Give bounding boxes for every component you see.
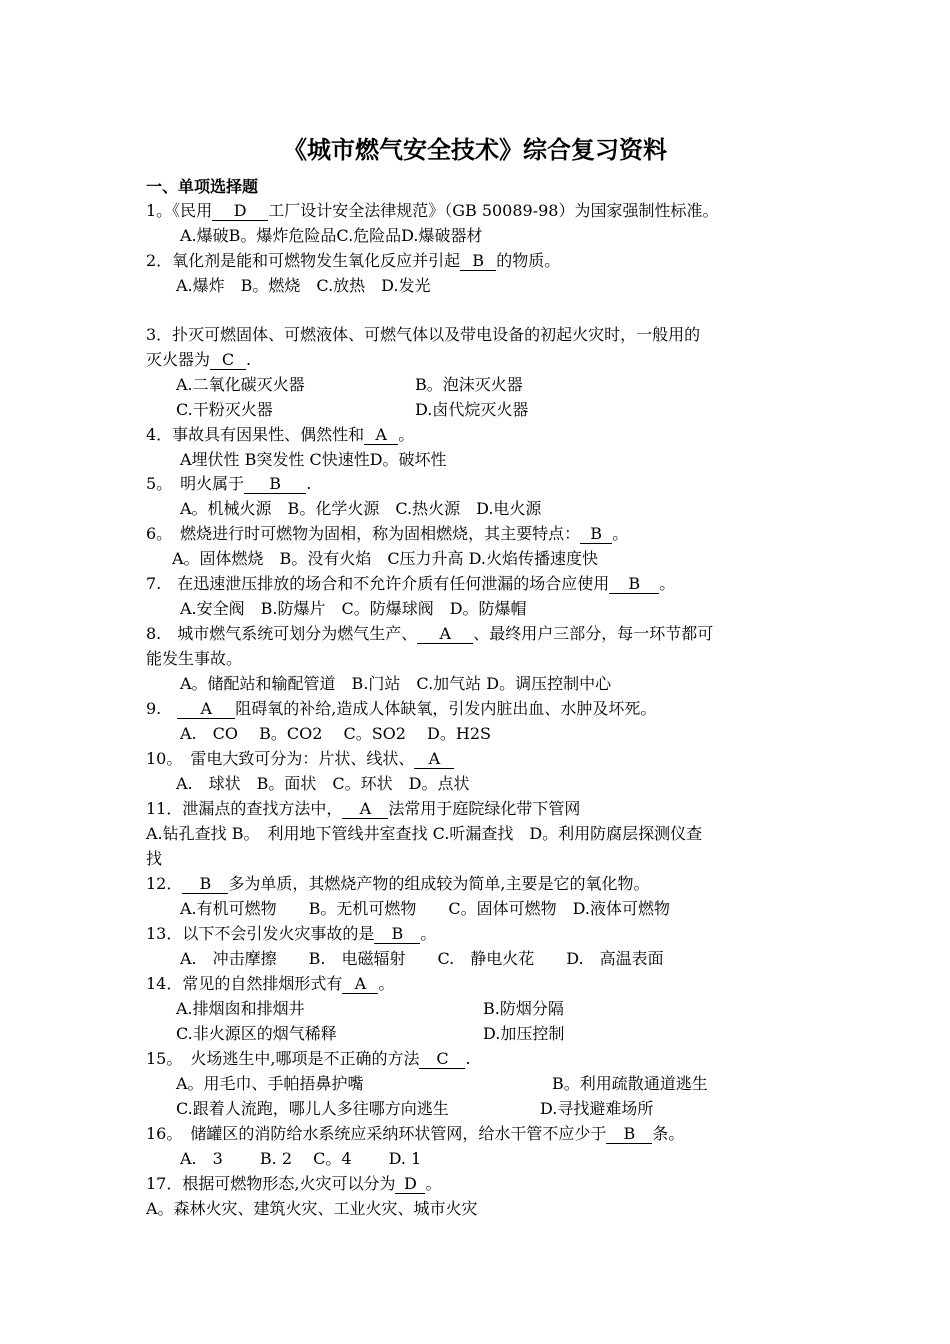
options-1: A.爆破B。爆炸危险品C.危险品D.爆破器材 <box>180 226 483 245</box>
question-10: 10。 雷电大致可分为：片状、线状、 A <box>146 747 454 771</box>
option-14a: A.排烟囱和排烟井 <box>176 999 305 1018</box>
options-7: A.安全阀 B.防爆片 C。防爆球阀 D。防爆帽 <box>180 599 527 618</box>
answer-blank: A <box>177 700 235 719</box>
answer-blank: A <box>414 750 454 769</box>
options-12: A.有机可燃物 B。无机可燃物 C。固体可燃物 D.液体可燃物 <box>180 899 670 918</box>
page-title: 《城市燃气安全技术》综合复习资料 <box>283 136 667 164</box>
option-14b: B.防烟分隔 <box>483 999 564 1018</box>
question-8: 8. 城市燃气系统可划分为燃气生产、 A 、最终用户三部分，每一环节都可 <box>146 624 714 643</box>
answer-blank: A <box>364 426 398 445</box>
question-16: 16。 储罐区的消防给水系统应采纳环状管网，给水干管不应少于 B 条。 <box>146 1124 685 1143</box>
options-10: A. 球状 B。面状 C。环状 D。点状 <box>176 774 470 793</box>
option-15b: B。利用疏散通道逃生 <box>552 1074 708 1093</box>
question-6: 6。 燃烧进行时可燃物为固相，称为固相燃烧，其主要特点： B 。 <box>146 524 629 543</box>
answer-blank: A <box>417 625 473 644</box>
options-5: A。机械火源 B。化学火源 C.热火源 D.电火源 <box>180 499 542 518</box>
question-14: 14．常见的自然排烟形式有 A 。 <box>146 974 395 993</box>
question-4: 4．事故具有因果性、偶然性和 A 。 <box>146 425 415 444</box>
question-5: 5。 明火属于 B . <box>146 474 312 493</box>
options-6: A。固体燃烧 B。没有火焰 C压力升高 D.火焰传播速度快 <box>172 549 598 568</box>
options-17: A。森林火灾、建筑火灾、工业火灾、城市火灾 <box>146 1199 478 1218</box>
answer-blank: B <box>580 525 612 544</box>
option-15c: C.跟着人流跑，哪儿人多往哪方向逃生 <box>176 1099 449 1118</box>
answer-blank: B <box>374 925 420 944</box>
answer-blank: A <box>342 800 388 819</box>
options-4: A埋伏性 B突发性 C快速性D。破坏性 <box>180 450 447 469</box>
answer-blank: C <box>210 351 246 370</box>
question-8-cont: 能发生事故。 <box>146 649 243 668</box>
answer-blank: B <box>244 475 306 494</box>
option-14c: C.非火源区的烟气稀释 <box>176 1024 337 1043</box>
options-11: A.钻孔查找 B。 利用地下管线井室查找 C.听漏查找 D。利用防腐层探测仪查 <box>146 824 703 843</box>
option-3b: B。泡沫灭火器 <box>415 375 523 394</box>
question-7: 7. 在迅速泄压排放的场合和不允许介质有任何泄漏的场合应使用 B 。 <box>146 574 676 593</box>
options-16: A. 3 B. 2 C。4 D. 1 <box>180 1149 422 1168</box>
question-17: 17．根据可燃物形态,火灾可以分为 D 。 <box>146 1174 442 1193</box>
question-15: 15。 火场逃生中,哪项是不正确的方法 C . <box>146 1049 471 1068</box>
option-14d: D.加压控制 <box>483 1024 565 1043</box>
question-13: 13．以下不会引发火灾事故的是 B 。 <box>146 924 437 943</box>
option-3c: C.干粉灭火器 <box>176 400 273 419</box>
question-2: 2．氧化剂是能和可燃物发生氧化反应并引起 B 的物质。 <box>146 251 561 270</box>
option-3d: D.卤代烷灭火器 <box>415 400 529 419</box>
question-3-cont: 灭火器为 C . <box>146 350 252 369</box>
question-1: 1。《民用 D 工厂设计安全法律规范》（GB 50089-98）为国家强制性标准。 <box>146 201 719 220</box>
option-15a: A。用毛巾、手帕捂鼻护嘴 <box>176 1074 364 1093</box>
answer-blank: B <box>609 575 659 594</box>
options-2: A.爆炸 B。燃烧 C.放热 D.发光 <box>176 276 431 295</box>
section-heading: 一、单项选择题 <box>146 177 259 196</box>
option-3a: A.二氧化碳灭火器 <box>176 375 305 394</box>
answer-blank: A <box>342 975 378 994</box>
answer-blank: D <box>212 202 268 221</box>
option-15d: D.寻找避难场所 <box>540 1099 654 1118</box>
options-13: A. 冲击摩擦 B. 电磁辐射 C. 静电火花 D. 高温表面 <box>180 949 664 968</box>
question-9: 9. A 阻碍氧的补给,造成人体缺氧，引发内脏出血、水肿及坏死。 <box>146 699 657 718</box>
options-11-cont: 找 <box>146 849 163 868</box>
question-3: 3．扑灭可燃固体、可燃液体、可燃气体以及带电设备的初起火灾时，一般用的 <box>146 325 701 344</box>
question-11: 11．泄漏点的查找方法中， A 法常用于庭院绿化带下管网 <box>146 799 581 818</box>
answer-blank: D <box>395 1175 425 1194</box>
answer-blank: B <box>182 875 228 894</box>
options-8: A。储配站和输配管道 B.门站 C.加气站 D。调压控制中心 <box>180 674 612 693</box>
answer-blank: B <box>606 1125 652 1144</box>
answer-blank: B <box>460 252 496 271</box>
question-12: 12． B 多为单质，其燃烧产物的组成较为简单,主要是它的氧化物。 <box>146 874 650 893</box>
answer-blank: C <box>419 1050 465 1069</box>
options-9: A. CO B。CO2 C。SO2 D。H2S <box>180 724 491 743</box>
